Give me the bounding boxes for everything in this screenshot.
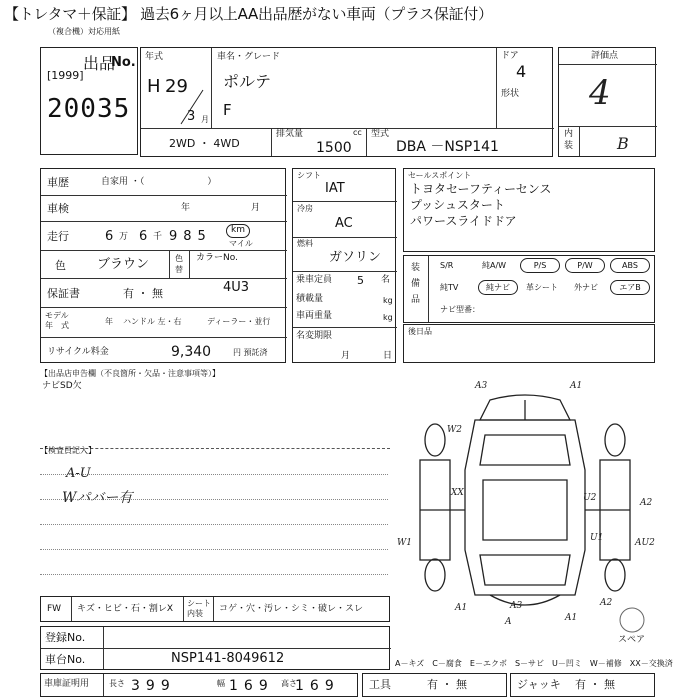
seat-items: コゲ・穴・汚レ・シミ・破レ・スレ [219, 604, 364, 614]
equipment-label-1: 装 [411, 263, 421, 273]
recycle-label: リサイクル料金 [47, 347, 109, 357]
sen-unit: 千 [153, 232, 163, 242]
interior-label-2: 装 [564, 141, 574, 151]
equip-pw: P/W [565, 258, 605, 273]
mark-rear-a1: A1 [570, 381, 583, 391]
mark-left-xx: XX [451, 488, 464, 498]
height-label: 高さ [281, 679, 297, 688]
name-label: 車名・グレード [217, 52, 281, 62]
height-value: 169 [295, 678, 340, 694]
model-code: DBA －NSP141 [396, 139, 499, 155]
mileage-label: 走行 [47, 230, 69, 243]
shift-label: シフト [297, 171, 321, 180]
door-label: ドア [501, 51, 519, 61]
jack-label: ジャッキ [517, 678, 561, 691]
shuppin-label: 出品 [83, 54, 116, 73]
weight-label: 車両重量 [296, 311, 333, 321]
shape-label: 形状 [501, 89, 520, 99]
man-unit: 万 [119, 232, 129, 242]
seller-notes-label: 【出品店申告欄（不良箇所・欠品・注意事項等）】 [40, 369, 220, 378]
dereg-month-unit: 月 [341, 351, 351, 361]
garage-cert-label: 車庫証明用 [44, 679, 90, 689]
navi-model-label: ナビ型番： [440, 305, 480, 314]
chassis-number: NSP141-8049612 [171, 651, 285, 666]
interior-label-1: 内 [564, 129, 574, 139]
score-box [558, 47, 656, 157]
ac-value: AC [335, 216, 353, 231]
repaint-label-2: 替 [175, 265, 183, 274]
selling-point-1: トヨタセーフティーセンス [410, 182, 552, 196]
dealer-field: ディーラー・並行 [207, 317, 271, 326]
mile-label: マイル [229, 239, 253, 248]
fw-items: キズ・ヒビ・石・割レX [77, 604, 173, 614]
month-value: 3 [187, 109, 196, 124]
jack-value: 有 ・ 無 [575, 678, 615, 691]
recycle-unit: 円 預託済 [233, 348, 268, 357]
recycle-value: 9,340 [171, 344, 212, 360]
capacity-unit: 名 [381, 275, 391, 285]
width-value: 169 [229, 678, 274, 694]
car-grade: F [223, 101, 232, 119]
mileage-rest: 985 [169, 229, 212, 244]
mark-front-a: A [505, 617, 512, 627]
length-label: 長さ [109, 679, 125, 688]
equip-abs: ABS [610, 258, 650, 273]
equip-navi: 純ナビ [478, 280, 518, 295]
color-no-value: 4U3 [223, 280, 250, 295]
km-label: km [231, 225, 245, 235]
selling-point-2: プッシュスタート [410, 198, 505, 212]
equipment-box [403, 255, 655, 323]
fuel-value: ガソリン [329, 250, 382, 265]
selling-points-box [403, 168, 655, 252]
equipment-label-3: 品 [411, 295, 421, 305]
history-value: 自家用 ・（ ） [101, 177, 217, 187]
year-value: 29 [165, 76, 188, 97]
shift-value: IAT [325, 181, 345, 196]
score-value: 4 [589, 73, 611, 113]
seat-label-2: 内装 [187, 609, 203, 618]
mark-right-a2: A2 [640, 498, 653, 508]
model-year-unit: 年 [105, 317, 113, 326]
spec-box [292, 168, 396, 363]
displacement-label: 排気量 [276, 129, 304, 139]
capacity-label: 乗車定員 [296, 275, 333, 285]
equip-ext-navi: 外ナビ [574, 283, 598, 292]
left-rear-wheel [425, 424, 445, 456]
color-label: 色 [55, 259, 66, 272]
width-label: 幅 [217, 679, 225, 688]
windshield [480, 555, 570, 585]
load-label: 積載量 [296, 294, 324, 304]
mark-front-a1: A1 [455, 603, 468, 613]
seat-label-1: シート [187, 599, 211, 608]
deregistration-label: 名変期限 [296, 331, 333, 341]
garage-cert-box [40, 673, 358, 697]
car-name: ポルテ [223, 72, 272, 91]
month-unit: 月 [201, 115, 209, 124]
tools-label: 工具 [369, 678, 391, 691]
repaint-label-1: 色 [175, 254, 183, 263]
displacement-unit: cc [353, 128, 362, 137]
mark-right-au2: AU2 [635, 538, 655, 548]
seller-notes-text: ナビSD欠 [42, 381, 82, 391]
registration-label: 登録No. [45, 631, 86, 644]
equip-airbag: エアB [610, 280, 650, 295]
spare-tire-icon [620, 608, 644, 632]
right-rear-wheel [605, 424, 625, 456]
length-value: 399 [131, 678, 176, 694]
era: H [147, 76, 161, 97]
inspector-note-1: A-U [66, 466, 91, 481]
car-damage-diagram [395, 380, 655, 635]
mark-left-w2: W2 [447, 425, 462, 435]
roof-panel [483, 480, 567, 540]
selling-points-label: セールスポイント [408, 171, 472, 180]
tools-value: 有 ・ 無 [427, 678, 467, 691]
mark-right-u1: U1 [590, 533, 604, 543]
damage-legend: A－キズ C－腐食 E－エクボ S－サビ U－凹ミ W－補修 XX－交換済 [395, 659, 673, 668]
interior-score: B [617, 134, 629, 153]
door-count: 4 [516, 62, 527, 81]
year-label: 年式 [145, 52, 164, 62]
right-front-wheel [605, 559, 625, 591]
no-label: No. [111, 55, 136, 70]
car-info-box [140, 47, 553, 157]
history-box [40, 168, 286, 363]
rear-window [480, 435, 570, 465]
mileage-sen: 6 [139, 229, 148, 244]
inspector-area [40, 448, 390, 596]
equipment-label-2: 備 [411, 279, 421, 289]
model-year-label-1: モデル [45, 311, 69, 320]
dereg-day-unit: 日 [383, 351, 393, 361]
equip-tv: 純TV [440, 283, 459, 292]
spare-label: スペア [618, 635, 646, 645]
mark-front-a2: A2 [600, 598, 613, 608]
inspection-label: 車検 [47, 202, 69, 215]
lot-number-box [40, 47, 138, 155]
jack-box [510, 673, 655, 697]
equip-ps: P/S [520, 258, 560, 273]
history-label: 車歴 [47, 176, 69, 189]
mileage-man: 6 [105, 229, 114, 244]
interior-check-box [40, 596, 390, 622]
registration-box [40, 626, 390, 670]
equip-alloy: 純A/W [482, 261, 507, 270]
front-bumper [490, 595, 560, 605]
handle-field: ハンドル 左・右 [123, 317, 182, 326]
left-front-wheel [425, 559, 445, 591]
later-items-box [403, 324, 655, 363]
fw-label: FW [47, 604, 62, 614]
mark-left-w1: W1 [397, 538, 412, 548]
ac-label: 冷房 [297, 204, 313, 213]
inspection-year-unit: 年 [181, 203, 191, 213]
tools-box [362, 673, 507, 697]
selling-point-3: パワースライドドア [410, 214, 517, 228]
lot-year-tag: [1999] [47, 69, 84, 82]
chassis-label: 車台No. [45, 653, 86, 666]
fuel-label: 燃料 [297, 239, 313, 248]
mark-rear-a3: A3 [475, 381, 488, 391]
warranty-value: 有 ・ 無 [123, 287, 163, 300]
mark-front-a1b: A1 [565, 613, 578, 623]
equip-leather: 革シート [526, 283, 558, 292]
model-year-label-2: 年 式 [45, 321, 69, 330]
drive-type: 2WD ・ 4WD [169, 137, 240, 150]
inspector-note-2: Wパバー有 [62, 490, 133, 506]
mark-front-a3: A3 [510, 601, 523, 611]
sheet-note: （複合機）対応用紙 [48, 27, 120, 36]
capacity-value: 5 [357, 274, 364, 287]
inspector-label: 【検査員記入】 [40, 446, 96, 455]
color-value: ブラウン [97, 257, 150, 272]
weight-unit: kg [383, 313, 393, 322]
equip-sr: S/R [440, 261, 454, 270]
model-label: 型式 [371, 129, 390, 139]
mark-right-u2: U2 [583, 493, 597, 503]
score-label: 評価点 [591, 51, 619, 61]
later-items-label: 後日品 [408, 327, 432, 336]
inspection-month-unit: 月 [251, 203, 261, 213]
displacement-value: 1500 [316, 140, 352, 156]
warranty-label: 保証書 [47, 287, 80, 300]
color-no-label: カラーNo. [196, 253, 238, 263]
load-unit: kg [383, 296, 393, 305]
auction-banner: 【トレタマ＋保証】 過去6ヶ月以上AA出品歴がない車両（プラス保証付） [4, 5, 493, 23]
lot-number: 20035 [47, 94, 131, 124]
